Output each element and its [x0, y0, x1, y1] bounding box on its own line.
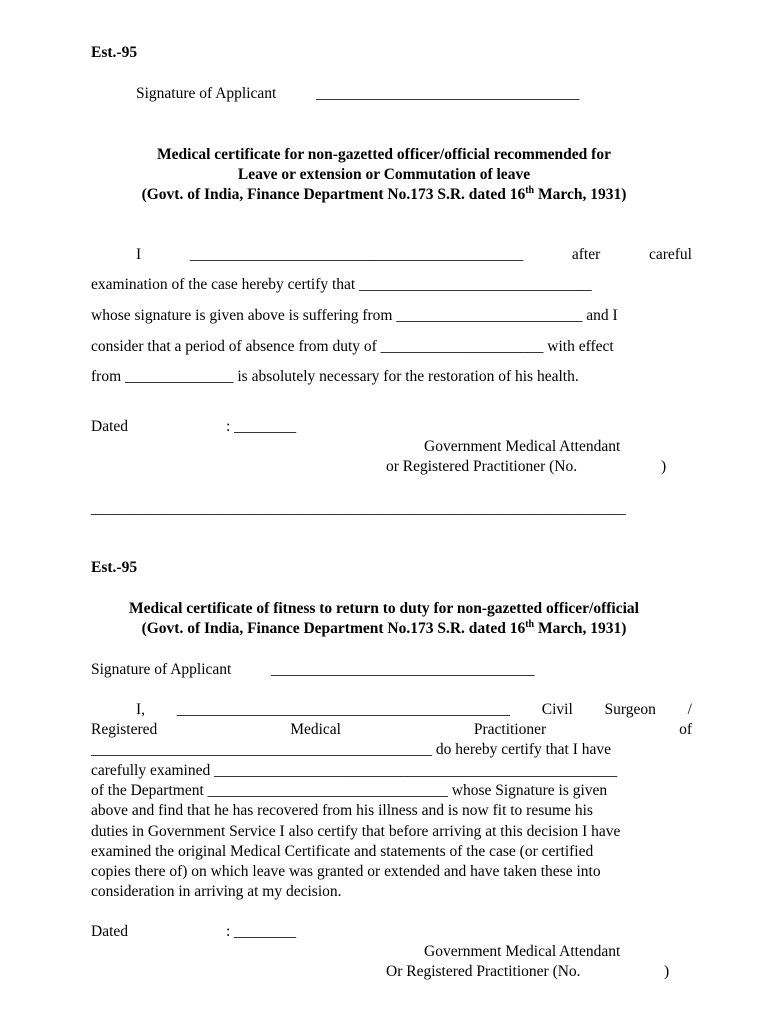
form2-body-line2	[91, 721, 692, 739]
form2-body-l2a: Registered	[91, 721, 158, 738]
form2-title-line2	[0, 620, 768, 638]
separator-line: _____________________________________________________________________	[91, 500, 626, 517]
form1-sign-line1: Government Medical Attendant	[424, 438, 621, 455]
form2-signature-label: Signature of Applicant	[91, 661, 232, 678]
form1-sign-close: )	[661, 458, 667, 475]
form2-body-line1	[91, 701, 692, 719]
form2-signature-field[interactable]: __________________________________	[271, 661, 535, 678]
form2-title-line1: Medical certificate of fitness to return to duty for non-gazetted officer/official	[129, 600, 639, 617]
form2-body-line4: carefully examined ____________________________________________________	[91, 762, 618, 779]
form2-dated-field[interactable]: : ________	[226, 923, 297, 940]
form1-title-line3-sup: th	[525, 184, 535, 196]
form2-body-line8: examined the original Medical Certificate and statements of the case (or certified	[91, 843, 594, 860]
form1-signature-label: Signature of Applicant	[136, 85, 277, 102]
form2-body-line10: consideration in arriving at my decision.	[91, 883, 342, 900]
form2-body-l2d: of	[679, 721, 692, 738]
form1-title-line3-pre: (Govt. of India, Finance Department No.173 S.R. dated 16	[141, 186, 526, 203]
form1-title-line3	[0, 186, 768, 204]
form2-code: Est.-95	[91, 559, 138, 576]
form2-sign-line1: Government Medical Attendant	[424, 943, 621, 960]
form2-body-l1a: I,	[136, 701, 146, 718]
form2-doctor-name-field[interactable]: ___________________________________________	[176, 701, 511, 718]
form2-title-line2-post: March, 1931)	[534, 620, 627, 637]
form1-doctor-name-field[interactable]: ___________________________________________	[189, 246, 524, 263]
form2-body-l1c: Civil	[541, 701, 573, 718]
form2-body-l2c: Practitioner	[473, 721, 547, 738]
form1-dated-label: Dated	[91, 418, 129, 435]
form2-body-line3: ____________________________________________ do hereby certify that I have	[91, 741, 612, 758]
form2-body-l1e: /	[687, 701, 692, 718]
form1-body-line2: examination of the case hereby certify that ______________________________	[91, 276, 592, 293]
form2-body-l2b: Medical	[290, 721, 341, 738]
form2-body-l1d: Surgeon	[604, 701, 656, 718]
form1-title-line2: Leave or extension or Commutation of leave	[237, 166, 531, 183]
form1-signature-field[interactable]: __________________________________	[316, 85, 580, 102]
form2-body-line7: duties in Government Service I also certify that before arriving at this decision I have	[91, 823, 621, 840]
form1-dated-field[interactable]: : ________	[226, 418, 297, 435]
form2-body-line9: copies there of) on which leave was granted or extended and have taken these into	[91, 863, 601, 880]
form2-title-line2-sup: th	[525, 618, 535, 630]
form2-body-line5: of the Department _______________________________ whose Signature is given	[91, 782, 608, 799]
form2-sign-line2: Or Registered Practitioner (No.	[386, 963, 581, 980]
form1-title-line3-post: March, 1931)	[534, 186, 627, 203]
form1-body-l1d: careful	[648, 246, 692, 263]
form1-body-line3: whose signature is given above is suffering from ________________________ and I	[91, 307, 618, 324]
form1-title-line1: Medical certificate for non-gazetted officer/official recommended for	[157, 146, 611, 163]
form1-sign-line2: or Registered Practitioner (No.	[386, 458, 578, 475]
form2-dated-label: Dated	[91, 923, 129, 940]
form2-body-line6: above and find that he has recovered from his illness and is now fit to resume his	[91, 802, 593, 819]
form1-body-line5: from ______________ is absolutely necessary for the restoration of his health.	[91, 368, 579, 385]
form1-body-l1c: after	[571, 246, 601, 263]
form1-body-line1	[91, 246, 692, 264]
form1-body-line4: consider that a period of absence from duty of _____________________ with effect	[91, 338, 614, 355]
form1-body-l1a: I	[136, 246, 142, 263]
form2-title-line2-pre: (Govt. of India, Finance Department No.173 S.R. dated 16	[141, 620, 526, 637]
form1-code: Est.-95	[91, 44, 138, 61]
form2-sign-close: )	[664, 963, 670, 980]
